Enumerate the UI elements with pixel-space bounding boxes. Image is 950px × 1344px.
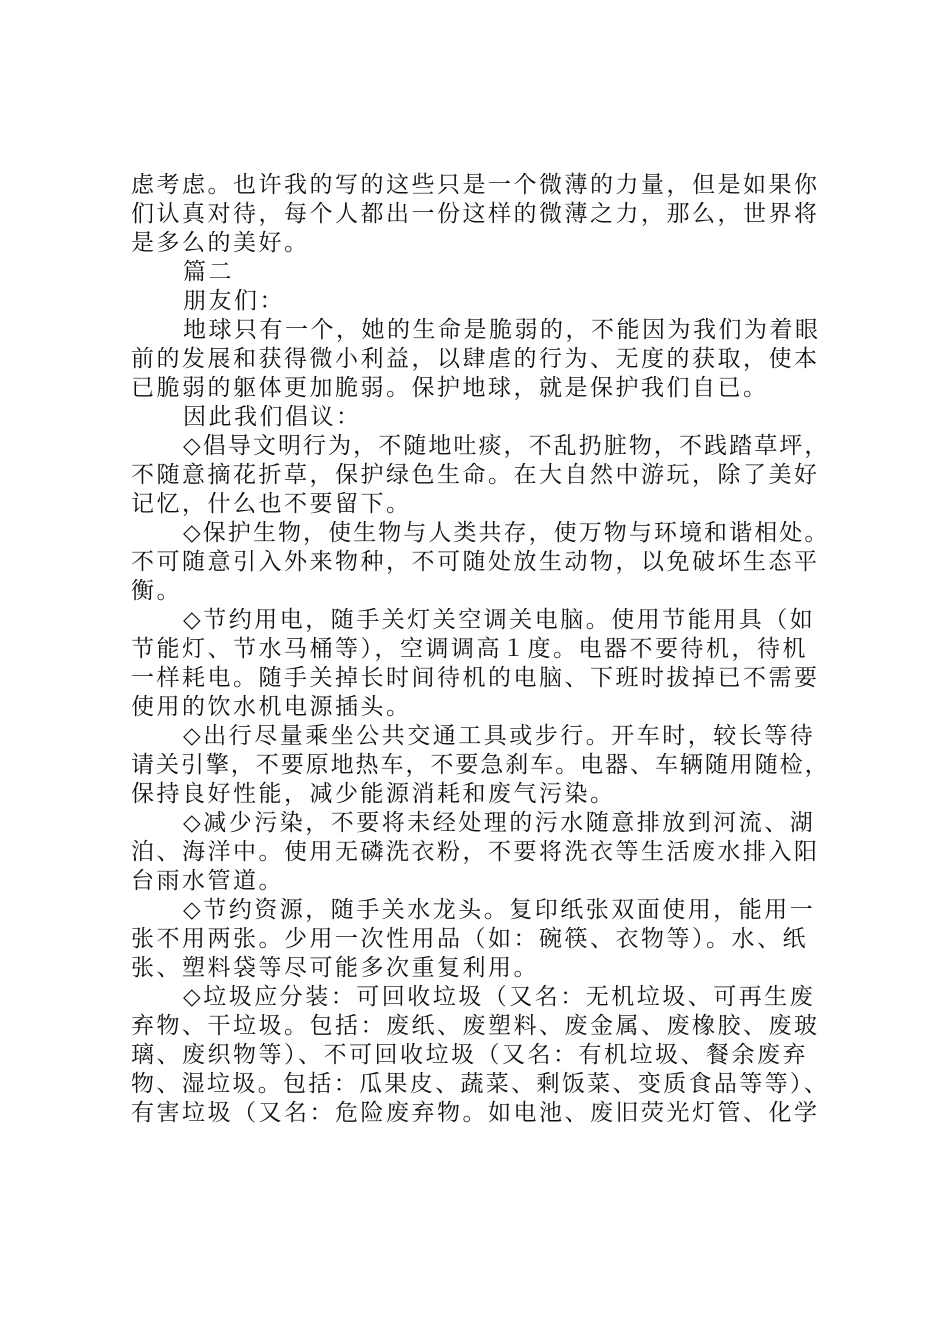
text-line: 衡。 <box>131 578 182 604</box>
text-line: ◇保护生物，使生物与人类共存，使万物与环境和谐相处。 <box>183 520 830 546</box>
text-line: 们认真对待，每个人都出一份这样的微薄之力，那么，世界将 <box>131 201 820 227</box>
text-line: 使用的饮水机电源插头。 <box>131 694 412 720</box>
text-line: 不随意摘花折草，保护绿色生命。在大自然中游玩，除了美好 <box>131 462 820 488</box>
text-line: 保持良好性能，减少能源消耗和废气污染。 <box>131 781 616 807</box>
text-line: 璃、废织物等）、不可回收垃圾（又名：有机垃圾、餐余废弃 <box>131 1042 808 1068</box>
text-line: 篇二 <box>183 259 234 285</box>
text-line: ◇倡导文明行为，不随地吐痰，不乱扔脏物，不践踏草坪， <box>183 433 830 459</box>
document-body <box>131 171 831 1128</box>
text-line: 已脆弱的躯体更加脆弱。保护地球，就是保护我们自已。 <box>131 375 769 401</box>
text-line: ◇出行尽量乘坐公共交通工具或步行。开车时，较长等待 <box>183 723 816 749</box>
text-line: 有害垃圾（又名：危险废弃物。如电池、废旧荧光灯管、化学 <box>131 1100 820 1126</box>
text-line: 不可随意引入外来物种，不可随处放生动物，以免破坏生态平 <box>131 549 820 575</box>
text-line: 一样耗电。随手关掉长时间待机的电脑、下班时拔掉已不需要 <box>131 665 820 691</box>
text-line: 泊、海洋中。使用无磷洗衣粉，不要将洗衣等生活废水排入阳 <box>131 839 820 865</box>
text-line: 张、塑料袋等尽可能多次重复利用。 <box>131 955 539 981</box>
text-line: 朋友们： <box>183 288 285 314</box>
text-line: 物、湿垃圾。包括：瓜果皮、蔬菜、剩饭菜、变质食品等等）、 <box>131 1071 830 1097</box>
text-line: 请关引擎，不要原地热车，不要急刹车。电器、车辆随用随检， <box>131 752 830 778</box>
text-line: 是多么的美好。 <box>131 230 310 256</box>
text-line: 因此我们倡议： <box>183 404 362 430</box>
text-line: ◇节约资源，随手关水龙头。复印纸张双面使用，能用一 <box>183 897 816 923</box>
text-line: 台雨水管道。 <box>131 868 284 894</box>
text-line: 地球只有一个，她的生命是脆弱的，不能因为我们为着眼 <box>183 317 821 343</box>
text-line: 记忆，什么也不要留下。 <box>131 491 412 517</box>
text-line: 张不用两张。少用一次性用品（如：碗筷、衣物等）。水、纸 <box>131 926 808 952</box>
text-line: 弃物、干垃圾。包括：废纸、废塑料、废金属、废橡胶、废玻 <box>131 1013 820 1039</box>
text-line: 前的发展和获得微小利益，以肆虐的行为、无度的获取，使本 <box>131 346 820 372</box>
text-line: ◇垃圾应分装：可回收垃圾（又名：无机垃圾、可再生废 <box>183 984 816 1010</box>
text-line: 节能灯、节水马桶等），空调调高１度。电器不要待机，待机 <box>131 636 808 662</box>
text-line: 虑考虑。也许我的写的这些只是一个微薄的力量，但是如果你 <box>131 172 820 198</box>
text-line: ◇节约用电，随手关灯关空调关电脑。使用节能用具（如 <box>183 607 816 633</box>
text-line: ◇减少污染，不要将未经处理的污水随意排放到河流、湖 <box>183 810 816 836</box>
